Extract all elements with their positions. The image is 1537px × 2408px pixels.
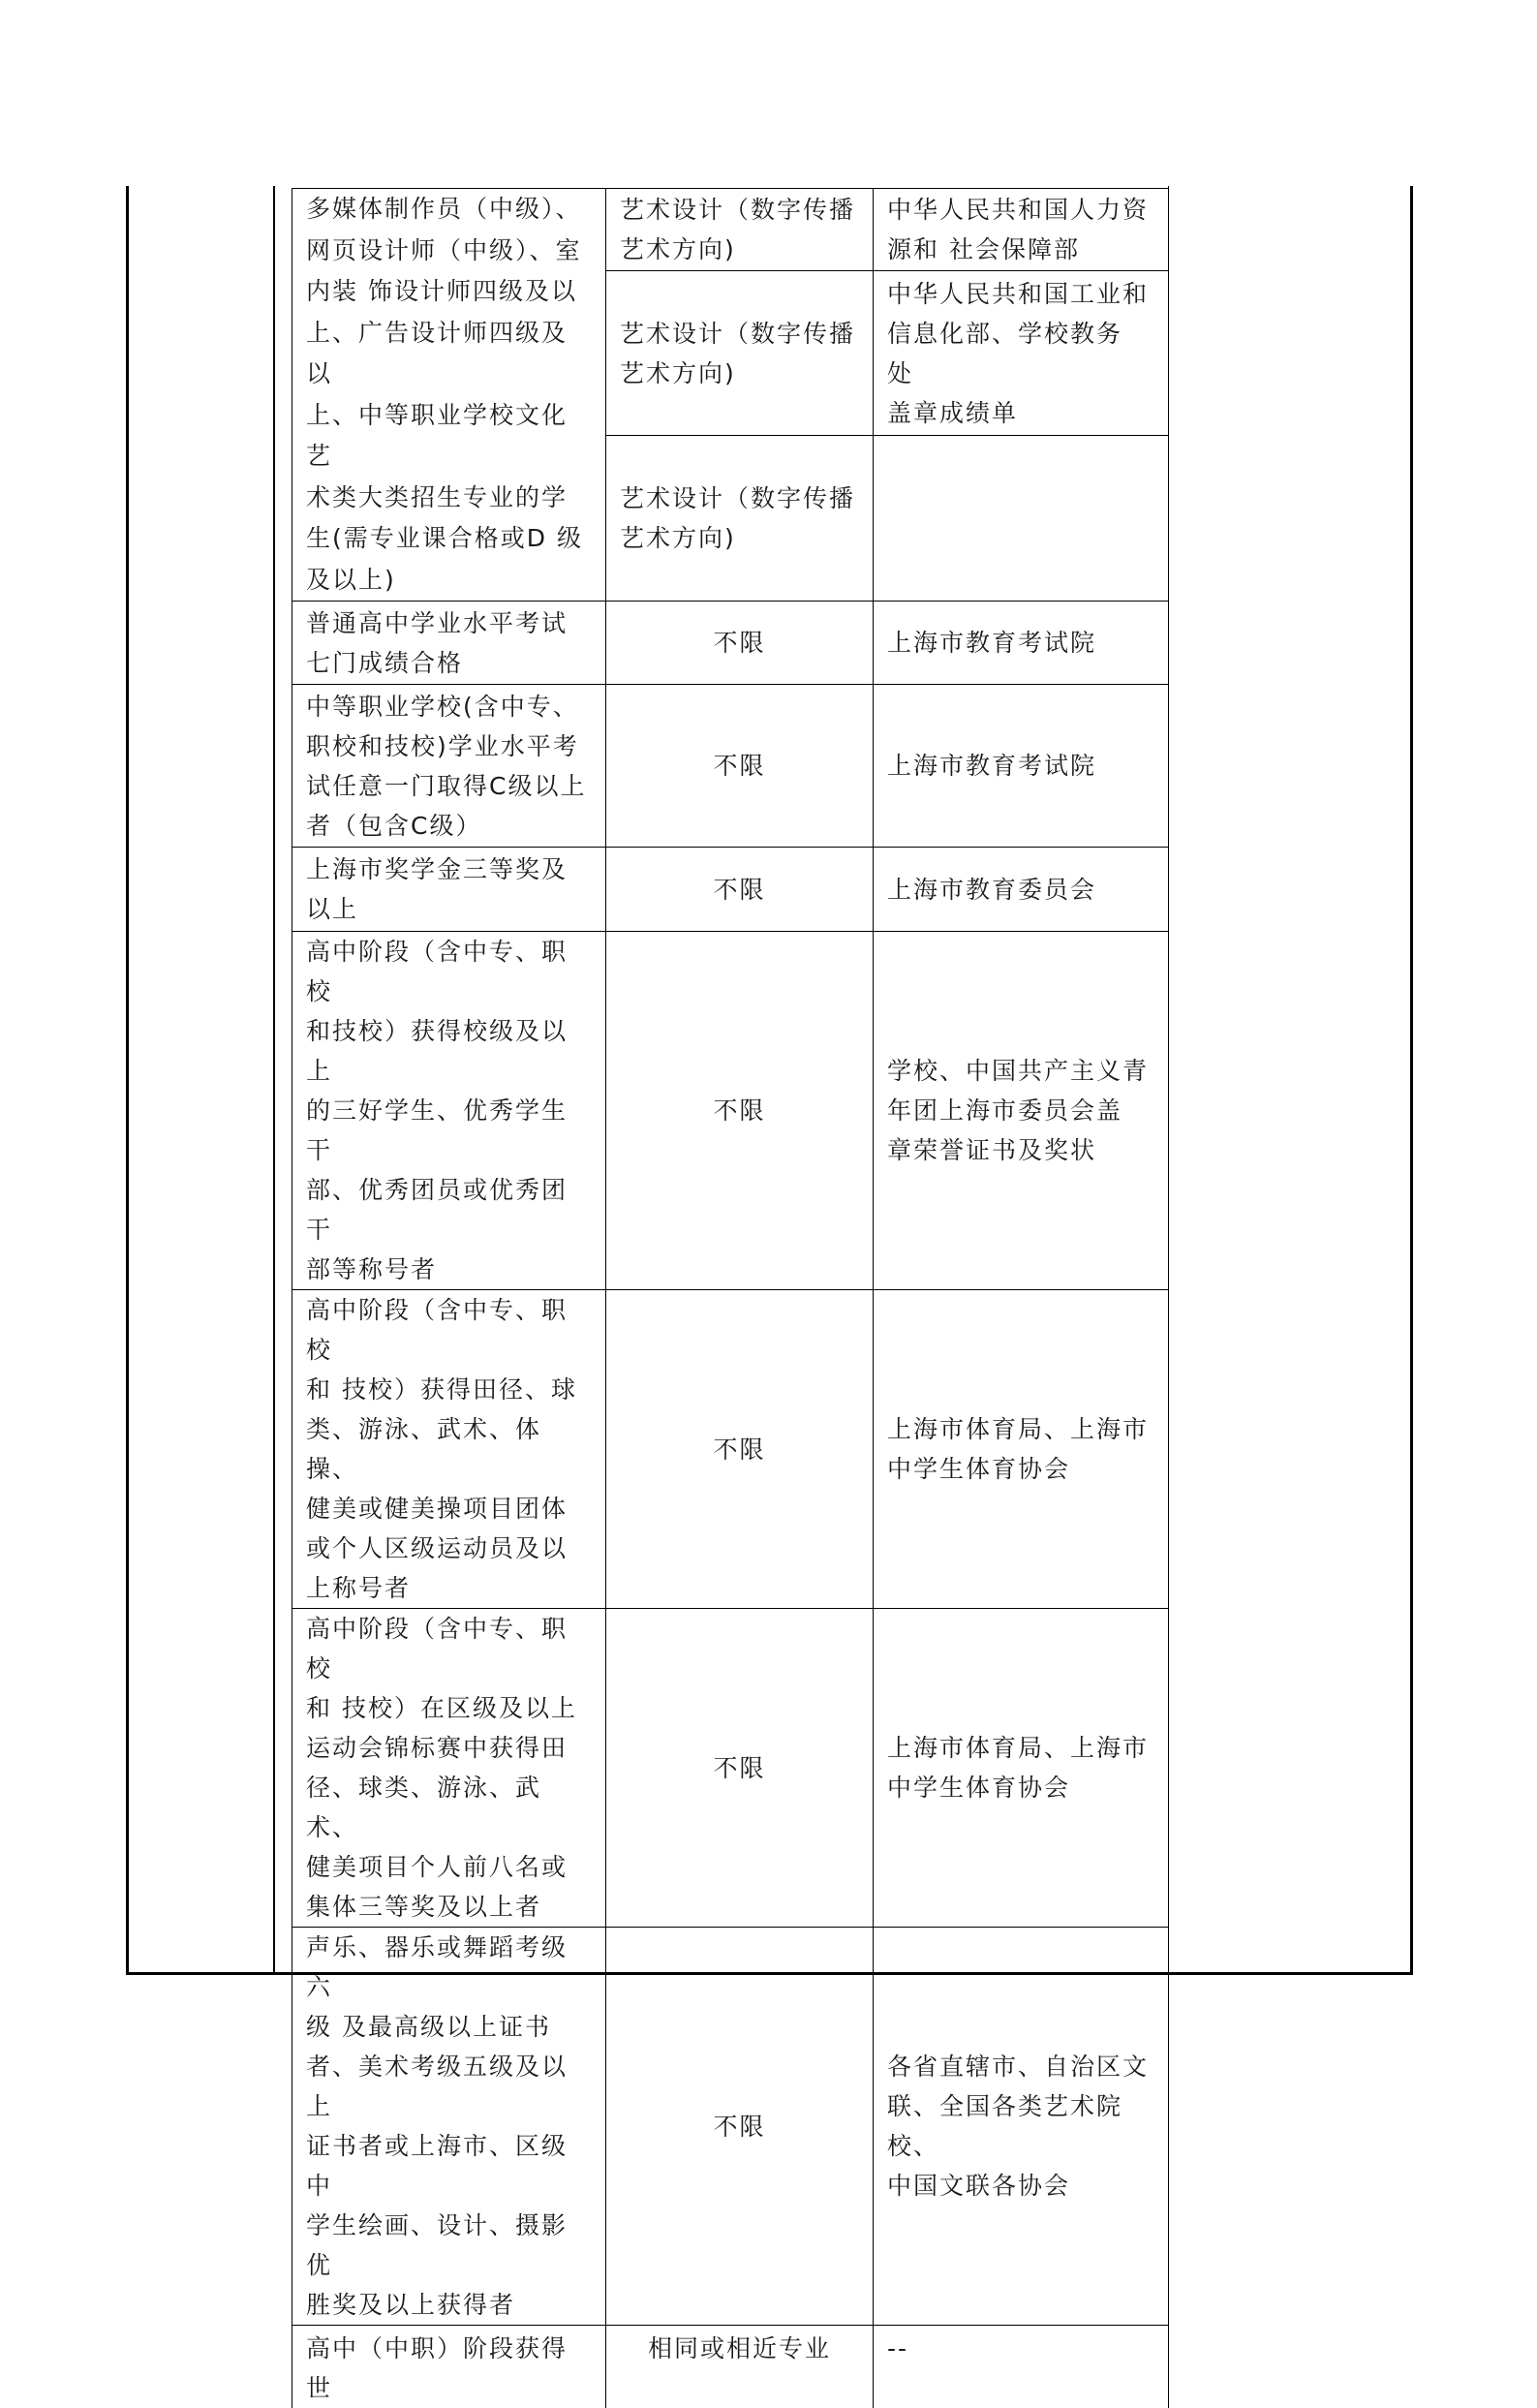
major-cell bbox=[606, 1609, 874, 1928]
major-cell bbox=[606, 848, 874, 932]
major-cell bbox=[606, 932, 874, 1290]
table-row bbox=[292, 848, 1169, 932]
issuer-cell bbox=[874, 1928, 1169, 2326]
issuer-cell bbox=[874, 436, 1169, 602]
certificate-cell bbox=[292, 602, 606, 685]
outer-column-divider bbox=[273, 186, 275, 1973]
issuer-cell bbox=[874, 602, 1169, 685]
table-row bbox=[292, 685, 1169, 848]
major-cell bbox=[606, 2326, 874, 2408]
issuer-text: 上海市教育考试院 bbox=[887, 623, 1154, 663]
issuer-cell bbox=[874, 932, 1169, 1290]
certificate-cell bbox=[292, 1609, 606, 1928]
issuer-text: 各省直辖市、自治区文 联、全国各类艺术院校、 中国文联各协会 bbox=[887, 2047, 1154, 2206]
major-text: 艺术设计（数字传播 艺术方向) bbox=[620, 190, 859, 269]
issuer-text: 上海市体育局、上海市 中学生体育协会 bbox=[887, 1409, 1154, 1489]
issuer-text: 上海市教育考试院 bbox=[887, 746, 1154, 786]
qualification-table bbox=[292, 188, 1169, 2408]
issuer-cell bbox=[874, 2326, 1169, 2408]
major-text: 不限 bbox=[620, 623, 859, 663]
certificate-cell bbox=[292, 932, 606, 1290]
issuer-cell bbox=[874, 271, 1169, 436]
certificate-text: 多媒体制作员（中级）、 网页设计师（中级）、室 内装 饰设计师四级及以 上、广告设计师四级及以 上、中等职业学校文化艺 术类大类招生专业的学 生(需专业课合格或D 级 及以上) bbox=[306, 189, 592, 601]
issuer-cell bbox=[874, 848, 1169, 932]
issuer-text: -- bbox=[887, 2329, 1154, 2368]
major-cell bbox=[606, 271, 874, 436]
issuer-text: 中华人民共和国工业和 信息化部、学校教务 处 盖章成绩单 bbox=[887, 274, 1154, 433]
major-text: 不限 bbox=[620, 1430, 859, 1469]
certificate-text: 中等职业学校(含中专、 职校和技校)学业水平考 试任意一门取得C级以上 者（包含C级） bbox=[306, 687, 592, 846]
certificate-text: 普通高中学业水平考试 七门成绩合格 bbox=[306, 603, 592, 683]
certificate-text: 高中阶段（含中专、职校 和 技校）获得田径、球 类、游泳、武术、体操、 健美或健美操项目团体 或个人区级运动员及以 上称号者 bbox=[306, 1290, 592, 1608]
certificate-cell bbox=[292, 2326, 606, 2408]
major-cell bbox=[606, 602, 874, 685]
major-cell bbox=[606, 436, 874, 602]
table-row bbox=[292, 189, 1169, 271]
major-cell bbox=[606, 1290, 874, 1609]
certificate-cell bbox=[292, 1290, 606, 1609]
table-row bbox=[292, 1928, 1169, 2326]
certificate-cell bbox=[292, 1928, 606, 2326]
table-row bbox=[292, 932, 1169, 1290]
certificate-text: 高中阶段（含中专、职校 和 技校）在区级及以上 运动会锦标赛中获得田 径、球类、游泳、武术、 健美项目个人前八名或 集体三等奖及以上者 bbox=[306, 1609, 592, 1927]
certificate-text: 高中（中职）阶段获得世 bbox=[306, 2329, 592, 2408]
issuer-text: 上海市体育局、上海市 中学生体育协会 bbox=[887, 1728, 1154, 1807]
major-cell bbox=[606, 1928, 874, 2326]
certificate-cell bbox=[292, 189, 606, 602]
table-row bbox=[292, 602, 1169, 685]
certificate-text: 声乐、器乐或舞蹈考级六 级 及最高级以上证书 者、美术考级五级及以上 证书者或上海市、区级中 学生绘画、设计、摄影优 胜奖及以上获得者 bbox=[306, 1928, 592, 2325]
table-row bbox=[292, 1609, 1169, 1928]
issuer-text: 学校、中国共产主义青 年团上海市委员会盖 章荣誉证书及奖状 bbox=[887, 1051, 1154, 1170]
major-text: 艺术设计（数字传播 艺术方向) bbox=[620, 479, 859, 558]
table-row bbox=[292, 1290, 1169, 1609]
issuer-text: 上海市教育委员会 bbox=[887, 870, 1154, 910]
certificate-cell bbox=[292, 848, 606, 932]
issuer-cell bbox=[874, 1609, 1169, 1928]
major-text: 相同或相近专业 bbox=[620, 2329, 859, 2368]
certificate-text: 高中阶段（含中专、职校 和技校）获得校级及以上 的三好学生、优秀学生干 部、优秀团员或优秀团干 部等称号者 bbox=[306, 932, 592, 1289]
major-text: 艺术设计（数字传播 艺术方向) bbox=[620, 314, 859, 393]
issuer-cell bbox=[874, 1290, 1169, 1609]
certificate-text: 上海市奖学金三等奖及 以上 bbox=[306, 849, 592, 929]
certificate-cell bbox=[292, 685, 606, 848]
table-row bbox=[292, 2326, 1169, 2408]
major-text: 不限 bbox=[620, 1091, 859, 1130]
major-cell bbox=[606, 685, 874, 848]
major-cell bbox=[606, 189, 874, 271]
major-text: 不限 bbox=[620, 2107, 859, 2146]
issuer-cell bbox=[874, 685, 1169, 848]
issuer-text: 中华人民共和国人力资 源和 社会保障部 bbox=[887, 190, 1154, 269]
major-text: 不限 bbox=[620, 870, 859, 910]
major-text: 不限 bbox=[620, 1748, 859, 1788]
major-text: 不限 bbox=[620, 746, 859, 786]
issuer-cell bbox=[874, 189, 1169, 271]
